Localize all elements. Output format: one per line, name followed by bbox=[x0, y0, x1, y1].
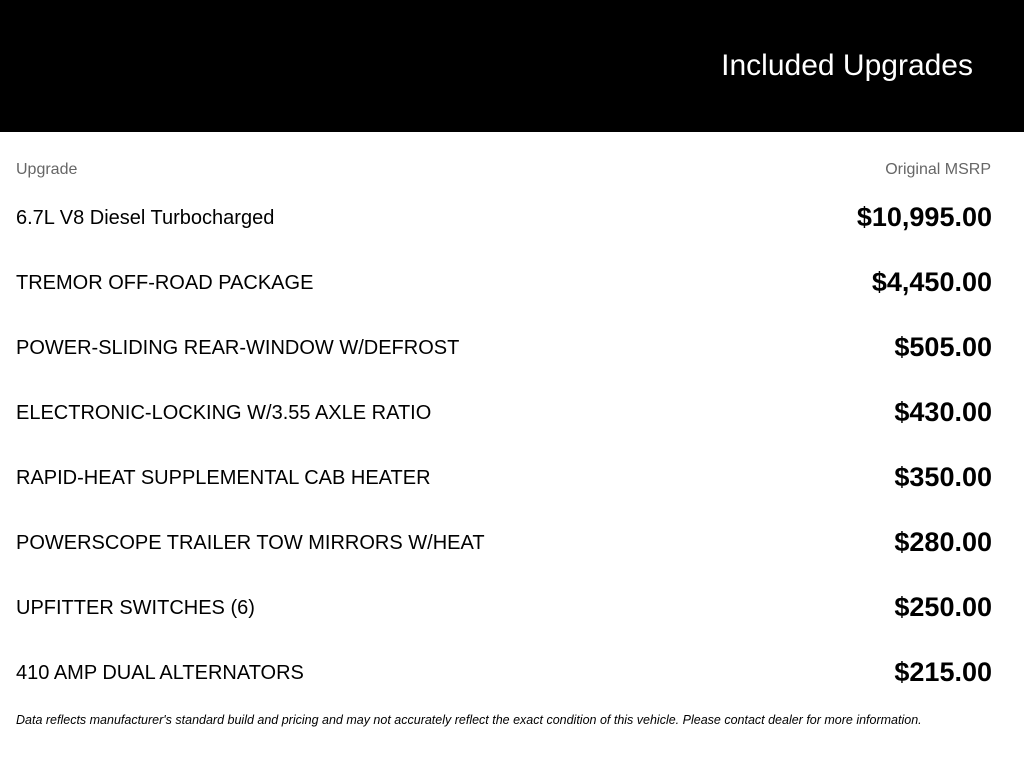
disclaimer-text: Data reflects manufacturer's standard build and pricing and may not accurately reflect the exact condition of this vehicle. Please contact dealer for more information. bbox=[16, 713, 922, 727]
list-item bbox=[0, 575, 1024, 640]
upgrade-name: POWER-SLIDING REAR-WINDOW W/DEFROST bbox=[16, 337, 460, 359]
upgrade-price: $280.00 bbox=[894, 527, 992, 557]
upgrade-name: UPFITTER SWITCHES (6) bbox=[16, 597, 255, 619]
list-item bbox=[0, 315, 1024, 380]
list-item bbox=[0, 510, 1024, 575]
upgrade-name: 410 AMP DUAL ALTERNATORS bbox=[16, 662, 304, 684]
list-item bbox=[0, 250, 1024, 315]
upgrade-price: $350.00 bbox=[894, 462, 992, 492]
list-item bbox=[0, 640, 1024, 705]
upgrade-price: $430.00 bbox=[894, 397, 992, 427]
upgrade-price: $505.00 bbox=[894, 332, 992, 362]
upgrade-name: TREMOR OFF-ROAD PACKAGE bbox=[16, 272, 314, 294]
upgrade-price: $215.00 bbox=[894, 657, 992, 687]
list-item bbox=[0, 380, 1024, 445]
list-item bbox=[0, 185, 1024, 250]
upgrade-price: $4,450.00 bbox=[871, 267, 992, 297]
upgrade-name: 6.7L V8 Diesel Turbocharged bbox=[16, 207, 275, 229]
list-item bbox=[0, 445, 1024, 510]
column-header-upgrade: Upgrade bbox=[16, 161, 78, 178]
upgrade-name: POWERSCOPE TRAILER TOW MIRRORS W/HEAT bbox=[16, 532, 485, 554]
upgrade-name: ELECTRONIC-LOCKING W/3.55 AXLE RATIO bbox=[16, 402, 432, 424]
upgrade-price: $250.00 bbox=[894, 592, 992, 622]
upgrades-list bbox=[0, 185, 1024, 705]
upgrade-name: RAPID-HEAT SUPPLEMENTAL CAB HEATER bbox=[16, 467, 431, 489]
upgrade-price: $10,995.00 bbox=[856, 202, 992, 232]
column-header-msrp: Original MSRP bbox=[885, 161, 991, 178]
header-banner bbox=[0, 0, 1024, 132]
page-title: Included Upgrades bbox=[721, 49, 973, 82]
